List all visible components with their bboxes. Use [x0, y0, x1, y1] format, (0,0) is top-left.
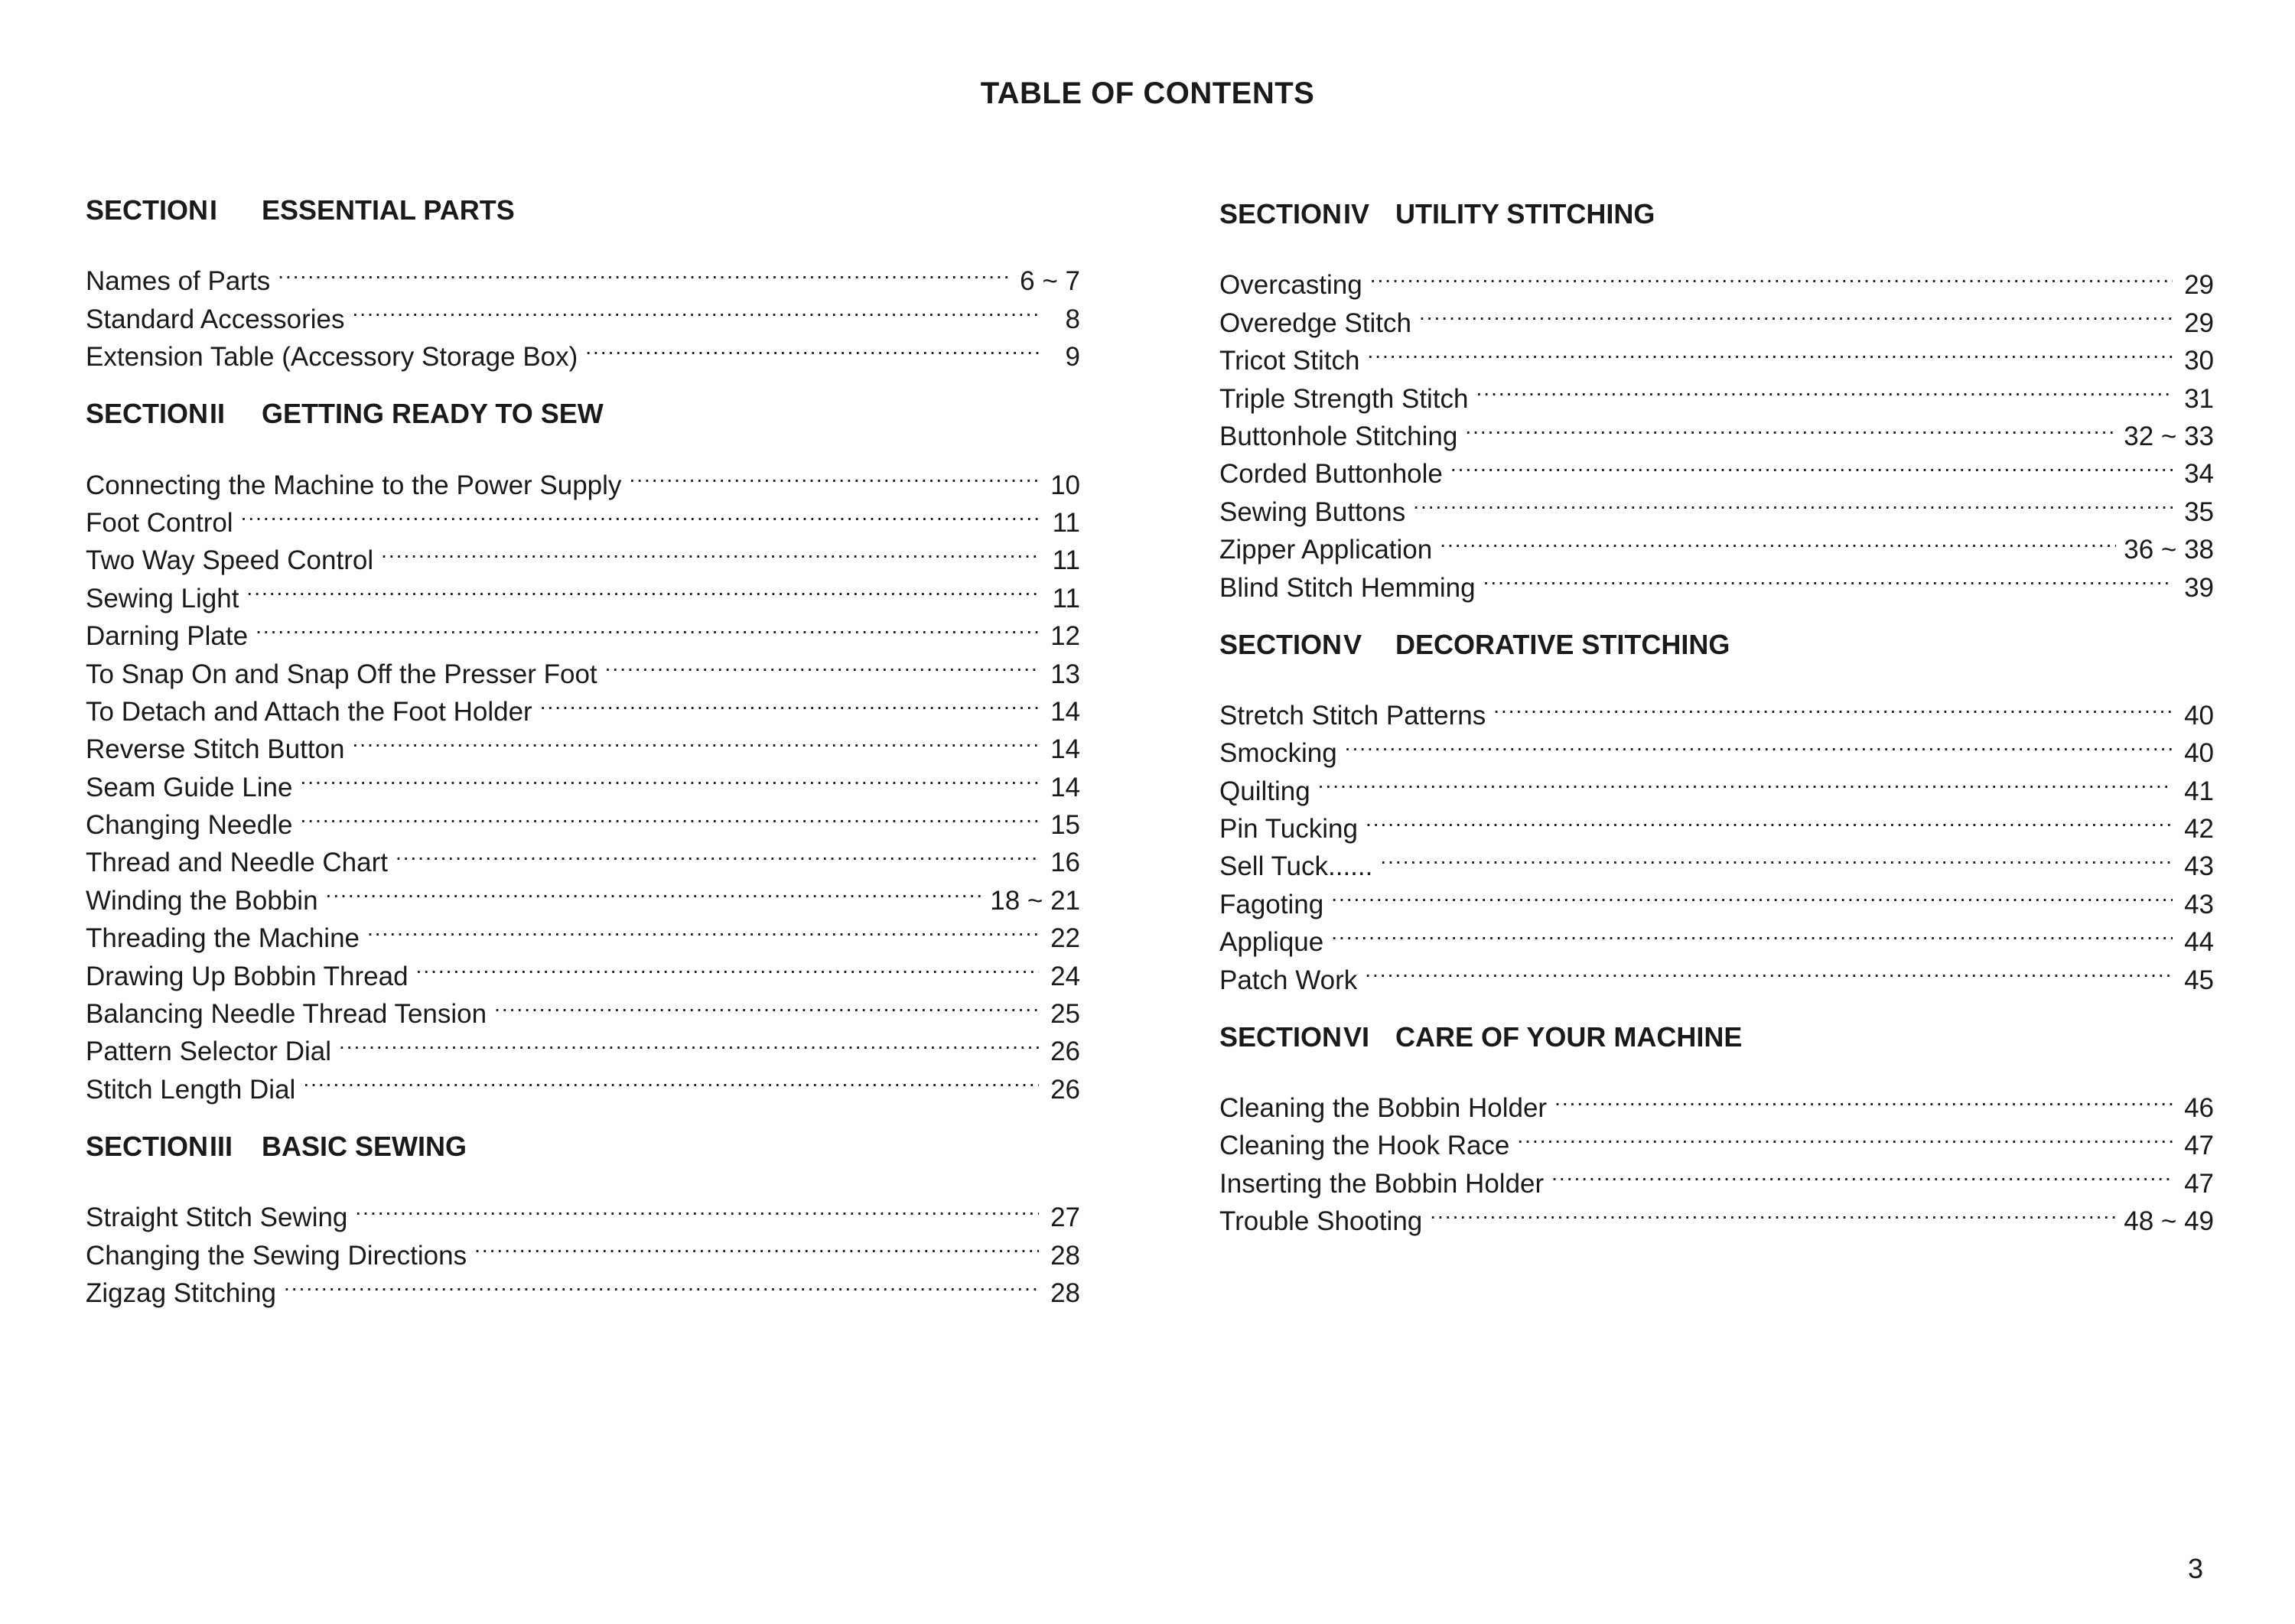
dot-leader: [300, 796, 1039, 834]
entry-title: Buttonhole Stitching: [1219, 421, 1458, 451]
dot-leader: [585, 328, 1039, 366]
dot-leader: [246, 569, 1039, 607]
toc-entry: [1219, 332, 2214, 376]
entry-page: 45: [2184, 965, 2214, 995]
entry-title: To Snap On and Snap Off the Presser Foot: [86, 659, 597, 689]
entry-page: 46: [2184, 1093, 2214, 1124]
entry-page: 10: [1050, 470, 1080, 500]
entry-page: 27: [1050, 1203, 1080, 1233]
entry-page: 29: [2184, 270, 2214, 301]
entry-page: 28: [1050, 1277, 1080, 1308]
section-heading: [1219, 195, 2214, 233]
dot-leader: [474, 1226, 1039, 1264]
entry-title: Smocking: [1219, 738, 1337, 769]
entry-title: Cleaning the Bobbin Holder: [1219, 1093, 1548, 1124]
entry-title: Pattern Selector Dial: [86, 1037, 331, 1067]
toc-entry: [1219, 724, 2214, 769]
toc-section: [86, 1128, 1080, 1308]
dot-leader: [1365, 951, 2173, 988]
section-label: SECTION: [1219, 628, 1343, 660]
entry-page: 26: [1050, 1074, 1080, 1105]
entry-page: 31: [2184, 383, 2214, 414]
dot-leader: [1430, 1193, 2116, 1230]
toc-entry: [1219, 838, 2214, 882]
dot-leader: [396, 834, 1039, 871]
entry-title: Stretch Stitch Patterns: [1219, 700, 1486, 731]
section-number: VI: [1343, 1020, 1370, 1053]
entry-page: 15: [1050, 810, 1080, 841]
entry-page: 11: [1052, 507, 1080, 538]
entry-page: 42: [2184, 814, 2214, 845]
entry-page: 9: [1065, 342, 1080, 373]
dot-leader: [1483, 558, 2173, 596]
dot-leader: [1465, 408, 2116, 445]
dot-leader: [416, 947, 1039, 984]
dot-leader: [1440, 521, 2116, 558]
toc-section: [1219, 195, 2214, 603]
entry-title: Reverse Stitch Button: [86, 734, 345, 765]
entry-title: Changing the Sewing Directions: [86, 1240, 467, 1271]
section-name: UTILITY STITCHING: [1395, 198, 1655, 229]
dot-leader: [1554, 1079, 2173, 1117]
entry-page: 11: [1052, 545, 1080, 576]
entry-page: 47: [2184, 1131, 2214, 1161]
section-number: I: [210, 194, 218, 226]
dot-leader: [1493, 687, 2173, 724]
dot-leader: [629, 456, 1039, 493]
toc-section: [86, 395, 1080, 1105]
dot-leader: [300, 758, 1039, 796]
dot-leader: [605, 645, 1039, 682]
dot-leader: [1413, 483, 2173, 520]
section-heading: [86, 395, 1080, 433]
section-label: SECTION: [86, 1130, 209, 1162]
entry-title: Extension Table (Accessory Storage Box): [86, 342, 578, 373]
entry-page: 30: [2184, 346, 2214, 376]
right-column: [1219, 195, 2214, 1259]
entry-title: Inserting the Bobbin Holder: [1219, 1168, 1545, 1199]
entry-title: To Detach and Attach the Foot Holder: [86, 696, 532, 727]
section-name: GETTING READY TO SEW: [262, 398, 604, 430]
entry-page: 24: [1050, 961, 1080, 991]
toc-entry: [1219, 800, 2214, 845]
dot-leader: [1517, 1117, 2173, 1154]
dot-leader: [1419, 294, 2173, 331]
entry-page: 29: [2184, 308, 2214, 338]
dot-leader: [367, 910, 1039, 947]
dot-leader: [1331, 913, 2173, 951]
entry-title: Overcasting: [1219, 270, 1362, 301]
entry-title: Changing Needle: [86, 810, 293, 841]
dot-leader: [1331, 875, 2173, 913]
section-heading: [1219, 1018, 2214, 1056]
entry-page: 40: [2184, 700, 2214, 731]
toc-section: [86, 191, 1080, 373]
toc-entry: [1219, 951, 2214, 995]
toc-entry: [86, 252, 1080, 297]
entry-title: Stitch Length Dial: [86, 1074, 296, 1105]
entry-title: Two Way Speed Control: [86, 545, 374, 576]
entry-title: Winding the Bobbin: [86, 885, 318, 916]
page-number: 3: [2188, 1553, 2204, 1584]
dot-leader: [1367, 332, 2173, 369]
entry-title: Trouble Shooting: [1219, 1206, 1423, 1237]
entry-title: Blind Stitch Hemming: [1219, 572, 1476, 603]
section-number: V: [1343, 628, 1362, 660]
dot-leader: [1318, 762, 2173, 799]
entry-title: Drawing Up Bobbin Thread: [86, 961, 409, 991]
dot-leader: [355, 1189, 1039, 1226]
entry-title: Sewing Light: [86, 583, 239, 613]
toc-entry: [1219, 875, 2214, 919]
toc-section: [1219, 626, 2214, 995]
section-heading: [1219, 626, 2214, 664]
dot-leader: [278, 252, 1012, 290]
toc-entry: [1219, 687, 2214, 731]
entry-page: 36 ~ 38: [2124, 535, 2214, 565]
entry-page: 14: [1050, 734, 1080, 765]
entry-title: Connecting the Machine to the Power Supply: [86, 470, 622, 500]
entry-page: 40: [2184, 738, 2214, 769]
dot-leader: [381, 532, 1039, 569]
entry-title: Applique: [1219, 927, 1324, 958]
entry-page: 47: [2184, 1168, 2214, 1199]
entry-page: 35: [2184, 496, 2214, 527]
entry-title: Pin Tucking: [1219, 814, 1358, 845]
dot-leader: [1366, 800, 2173, 838]
entry-page: 12: [1050, 621, 1080, 652]
toc-entry: [86, 456, 1080, 500]
entry-page: 16: [1050, 848, 1080, 878]
entry-title: Seam Guide Line: [86, 772, 293, 802]
entry-title: Darning Plate: [86, 621, 249, 652]
toc-entry: [1219, 913, 2214, 958]
entry-page: 34: [2184, 459, 2214, 490]
dot-leader: [256, 607, 1039, 645]
entry-page: 43: [2184, 889, 2214, 919]
entry-title: Patch Work: [1219, 965, 1358, 995]
entry-title: Zigzag Stitching: [86, 1277, 277, 1308]
dot-leader: [1450, 445, 2173, 483]
entry-page: 18 ~ 21: [990, 885, 1080, 916]
entry-page: 6 ~ 7: [1020, 266, 1080, 297]
toc-entry: [1219, 762, 2214, 806]
page-title: TABLE OF CONTENTS: [980, 76, 1315, 110]
dot-leader: [303, 1060, 1039, 1098]
dot-leader: [1380, 838, 2173, 875]
entry-title: Fagoting: [1219, 889, 1324, 919]
entry-title: Threading the Machine: [86, 923, 360, 954]
entry-title: Cleaning the Hook Race: [1219, 1131, 1510, 1161]
toc-section: [1219, 1018, 2214, 1237]
entry-title: Sell Tuck......: [1219, 851, 1373, 882]
entry-title: Triple Strength Stitch: [1219, 383, 1469, 414]
section-number: III: [210, 1130, 233, 1162]
dot-leader: [241, 494, 1039, 532]
dot-leader: [339, 1023, 1039, 1060]
entry-page: 14: [1050, 772, 1080, 802]
dot-leader: [540, 683, 1039, 721]
section-heading: [86, 191, 1080, 229]
entry-title: Balancing Needle Thread Tension: [86, 999, 487, 1030]
entry-page: 32 ~ 33: [2124, 421, 2214, 451]
entry-page: 48 ~ 49: [2124, 1206, 2214, 1237]
entry-page: 14: [1050, 696, 1080, 727]
toc-entry: [1219, 369, 2214, 414]
section-name: CARE OF YOUR MACHINE: [1395, 1020, 1743, 1053]
section-number: II: [210, 398, 226, 430]
section-heading: [86, 1128, 1080, 1166]
entry-page: 44: [2184, 927, 2214, 958]
entry-title: Thread and Needle Chart: [86, 848, 388, 878]
dot-leader: [353, 290, 1039, 327]
section-label: SECTION: [1219, 198, 1343, 229]
entry-title: Tricot Stitch: [1219, 346, 1360, 376]
toc-entry: [1219, 256, 2214, 301]
entry-title: Corded Buttonhole: [1219, 459, 1443, 490]
entry-title: Sewing Buttons: [1219, 496, 1406, 527]
entry-title: Names of Parts: [86, 266, 271, 297]
entry-page: 8: [1065, 304, 1080, 334]
dot-leader: [494, 985, 1039, 1023]
entry-page: 28: [1050, 1240, 1080, 1271]
dot-leader: [326, 871, 983, 909]
section-number: IV: [1343, 198, 1370, 229]
dot-leader: [1551, 1154, 2173, 1192]
toc-entry: [1219, 1079, 2214, 1124]
section-name: ESSENTIAL PARTS: [262, 194, 515, 226]
entry-title: Quilting: [1219, 776, 1310, 806]
entry-page: 25: [1050, 999, 1080, 1030]
entry-page: 13: [1050, 659, 1080, 689]
dot-leader: [284, 1264, 1039, 1302]
entry-title: Foot Control: [86, 507, 233, 538]
dot-leader: [1476, 369, 2173, 407]
section-name: DECORATIVE STITCHING: [1395, 628, 1730, 660]
dot-leader: [1370, 256, 2173, 294]
entry-page: 26: [1050, 1037, 1080, 1067]
entry-page: 41: [2184, 776, 2214, 806]
entry-title: Standard Accessories: [86, 304, 345, 334]
entry-page: 22: [1050, 923, 1080, 954]
section-name: BASIC SEWING: [262, 1130, 467, 1162]
entry-title: Zipper Application: [1219, 535, 1433, 565]
entry-title: Straight Stitch Sewing: [86, 1203, 348, 1233]
entry-page: 43: [2184, 851, 2214, 882]
entry-page: 11: [1052, 583, 1080, 613]
left-column: [86, 191, 1080, 1331]
entry-page: 39: [2184, 572, 2214, 603]
toc-entry: [86, 1189, 1080, 1233]
section-label: SECTION: [86, 194, 209, 226]
section-label: SECTION: [86, 398, 209, 430]
dot-leader: [353, 721, 1040, 758]
section-label: SECTION: [1219, 1020, 1343, 1053]
entry-title: Overedge Stitch: [1219, 308, 1411, 338]
dot-leader: [1345, 724, 2173, 762]
